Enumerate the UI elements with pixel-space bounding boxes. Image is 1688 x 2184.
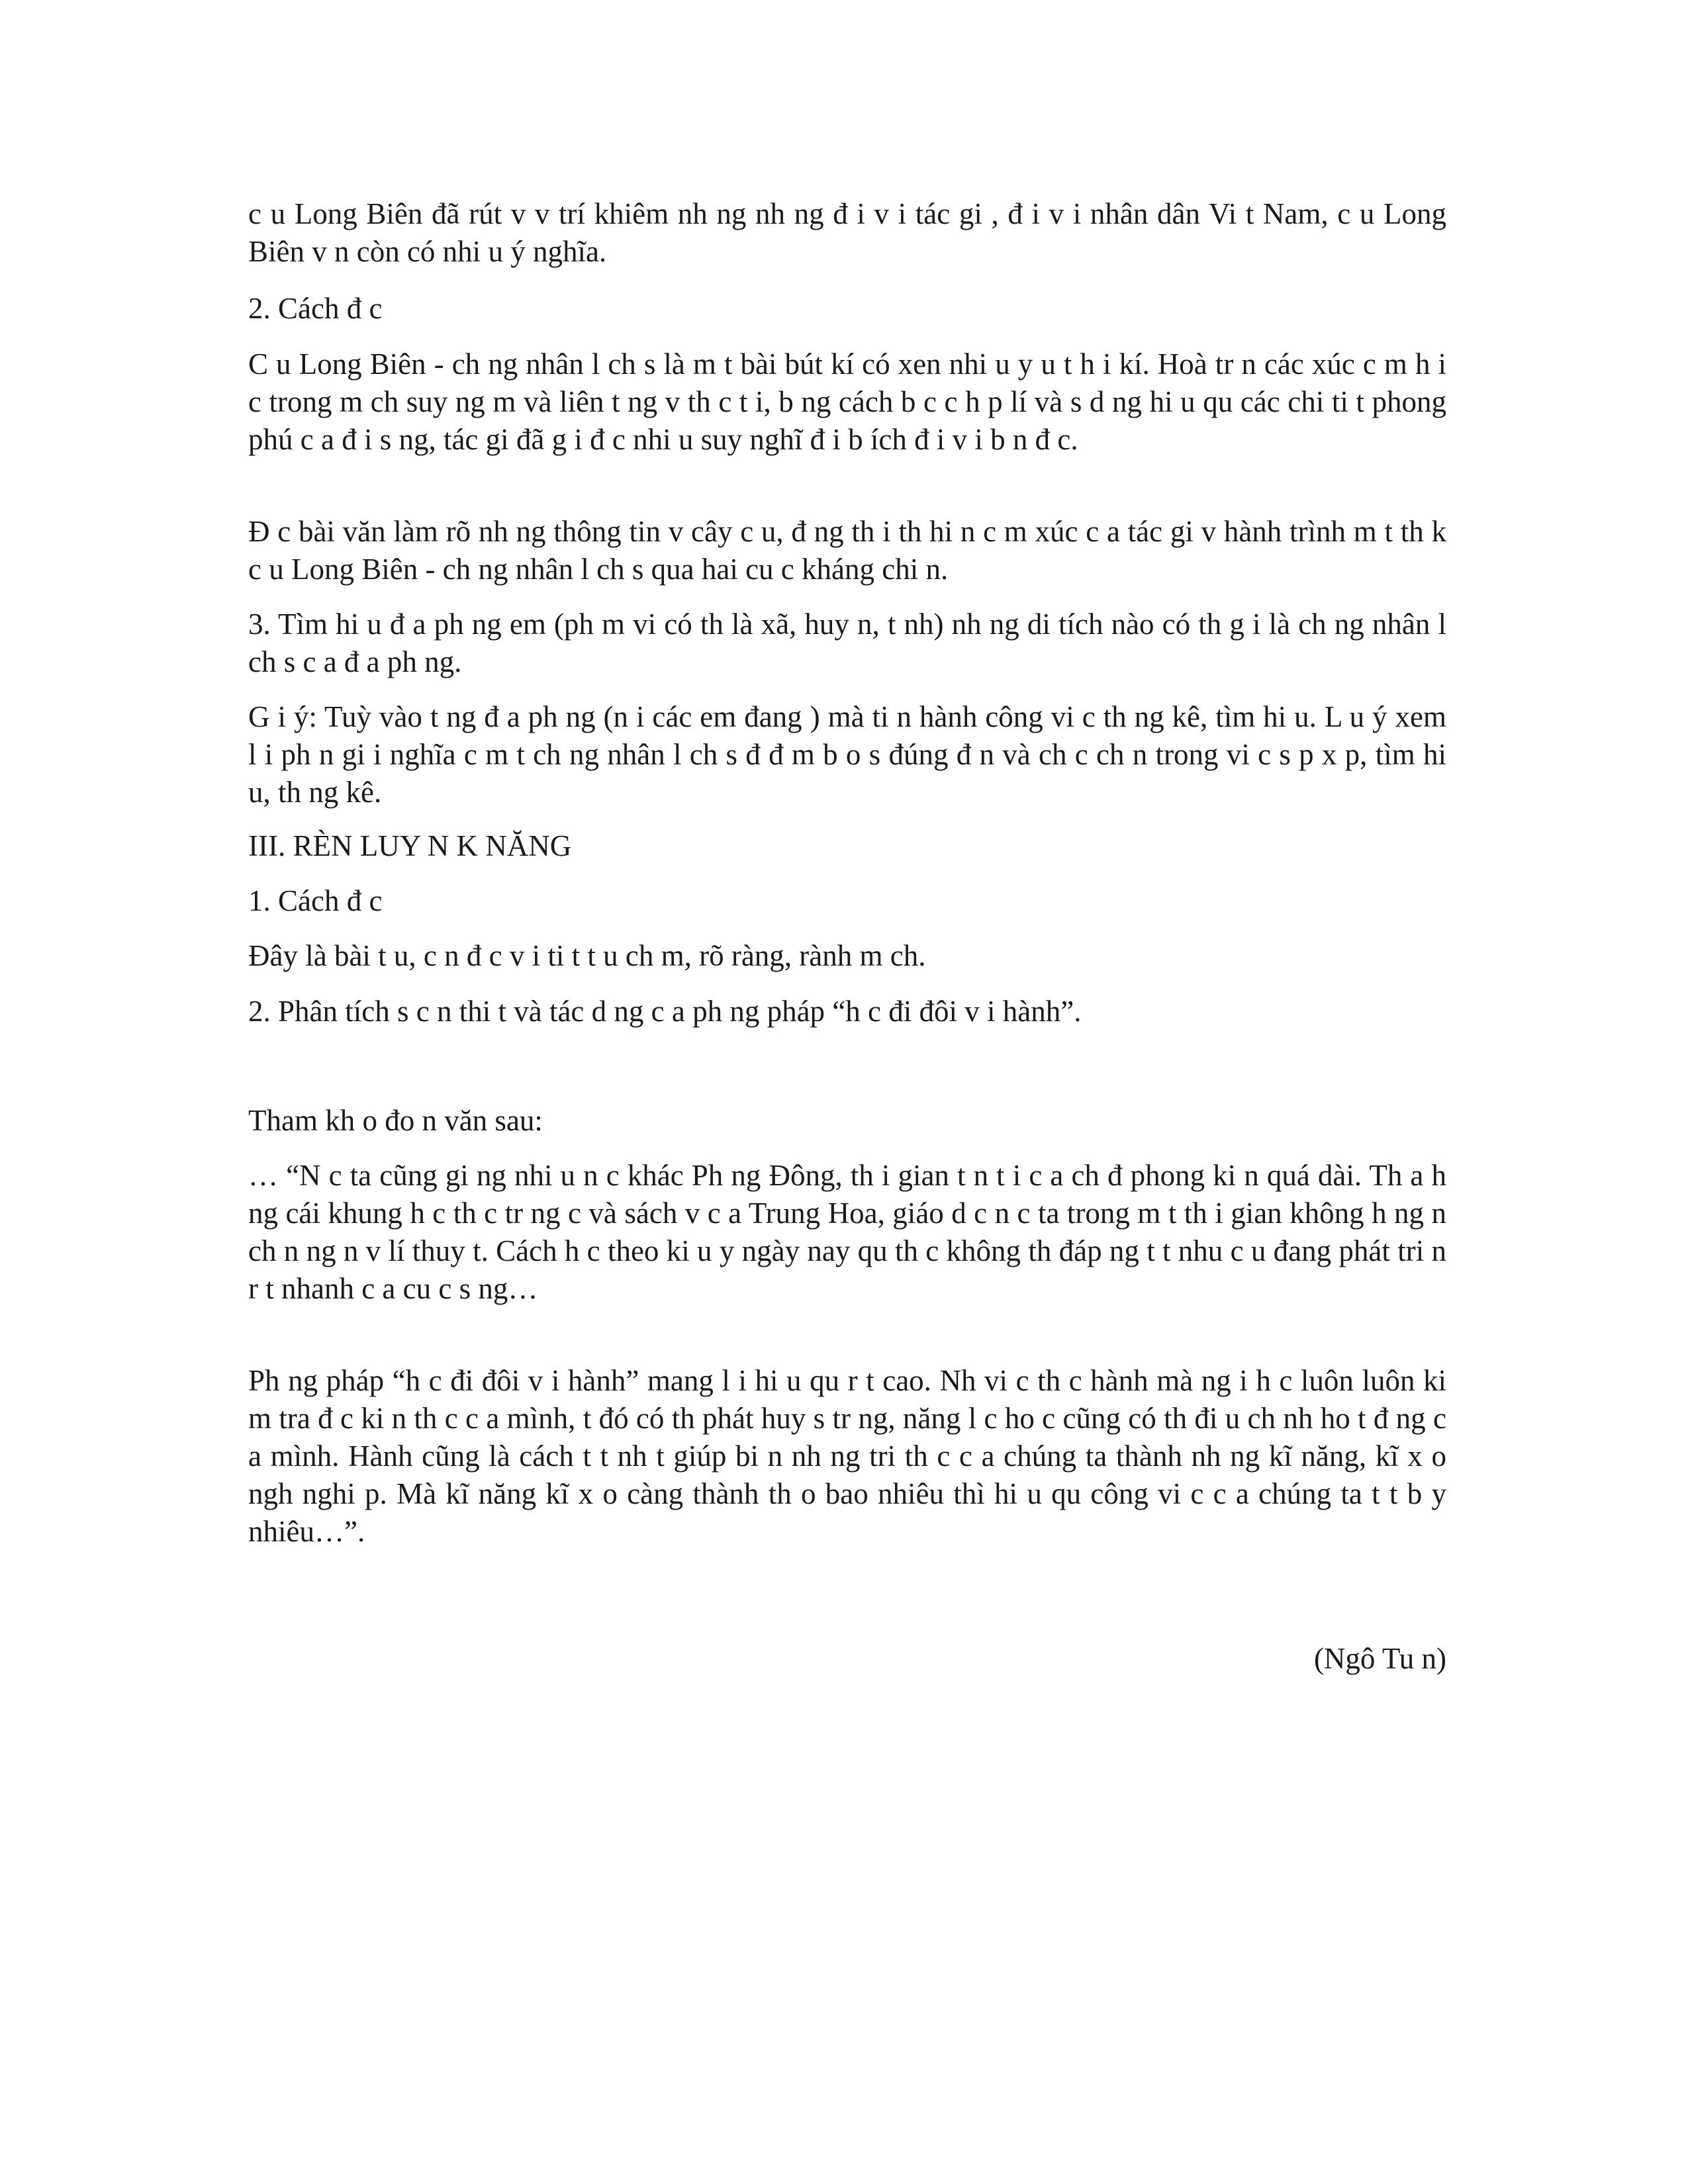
heading-reading-method: 2. Cách đ c [248, 292, 383, 325]
author-signature: (Ngô Tu n) [1313, 1642, 1446, 1675]
paragraph-reading-guidance: Đ c bài văn làm rõ nh ng thông tin v cây c u, đ ng th i th hi n c m xúc c a tác gi v hành trình m t th k c u Long Biên - ch ng nhân l ch s qua hai cu c kháng chi n. [248, 515, 1446, 586]
paragraph-intro: c u Long Biên đã rút v v trí khiêm nh ng nh ng đ i v i tác gi , đ i v i nhân dân Vi t Nam, c u Long Biên v n còn có nhi u ý nghĩa. [248, 197, 1446, 268]
paragraph-reading-tone: Đây là bài t u, c n đ c v i ti t t u ch m, rõ ràng, rành m ch. [248, 939, 926, 972]
quote-paragraph-2: Ph ng pháp “h c đi đôi v i hành” mang l i hi u qu r t cao. Nh vi c th c hành mà ng i h c luôn luôn ki m tra đ c ki n th c c a mình, t đó có th phát huy s tr ng, năng l c ho c cũng có th đi u ch nh ho t đ ng c a mình. Hành cũng là cách t t nh t giúp bi n nh ng tri th c c a chúng ta thành nh ng kĩ năng, kĩ x o ngh nghi p. Mà kĩ năng kĩ x o càng thành th o bao nhiêu thì hi u qu công vi c c a chúng ta t t b y nhiêu…”. [248, 1364, 1446, 1548]
question-analysis: 2. Phân tích s c n thi t và tác d ng c a ph ng pháp “h c đi đôi v i hành”. [248, 995, 1082, 1028]
question-local-history: 3. Tìm hi u đ a ph ng em (ph m vi có th là xã, huy n, t nh) nh ng di tích nào có th g i là ch ng nhân l ch s c a đ a ph ng. [248, 608, 1446, 678]
quote-paragraph-1: … “N c ta cũng gi ng nhi u n c khác Ph ng Đông, th i gian t n t i c a ch đ phong ki n quá dài. Th a h ng cái khung h c th c tr ng c và sách v c a Trung Hoa, giáo d c n c ta trong m t th i gian không h ng n ch n ng n v lí thuy t. Cách h c theo ki u y ngày nay qu th c không th đáp ng t t nhu c u đang phát tri n r t nhanh c a cu c s ng… [248, 1159, 1446, 1305]
section-heading-skills: III. RÈN LUY N K NĂNG [248, 829, 572, 862]
reference-heading: Tham kh o đo n văn sau: [248, 1104, 543, 1137]
paragraph-bridge-description: C u Long Biên - ch ng nhân l ch s là m t bài bút kí có xen nhi u y u t h i kí. Hoà tr n các xúc c m h i c trong m ch suy ng m và liên t ng v th c t i, b ng cách b c c h p lí và s d ng hi u qu các chi ti t phong phú c a đ i s ng, tác gi đã g i đ c nhi u suy nghĩ đ i b ích đ i v i b n đ c. [248, 347, 1446, 456]
heading-reading-method-2: 1. Cách đ c [248, 884, 383, 917]
paragraph-suggestion: G i ý: Tuỳ vào t ng đ a ph ng (n i các em đang ) mà ti n hành công vi c th ng kê, tìm hi u. L u ý xem l i ph n gi i nghĩa c m t ch ng nhân l ch s đ đ m b o s đúng đ n và ch c ch n trong vi c s p x p, tìm hi u, th ng kê. [248, 700, 1446, 809]
